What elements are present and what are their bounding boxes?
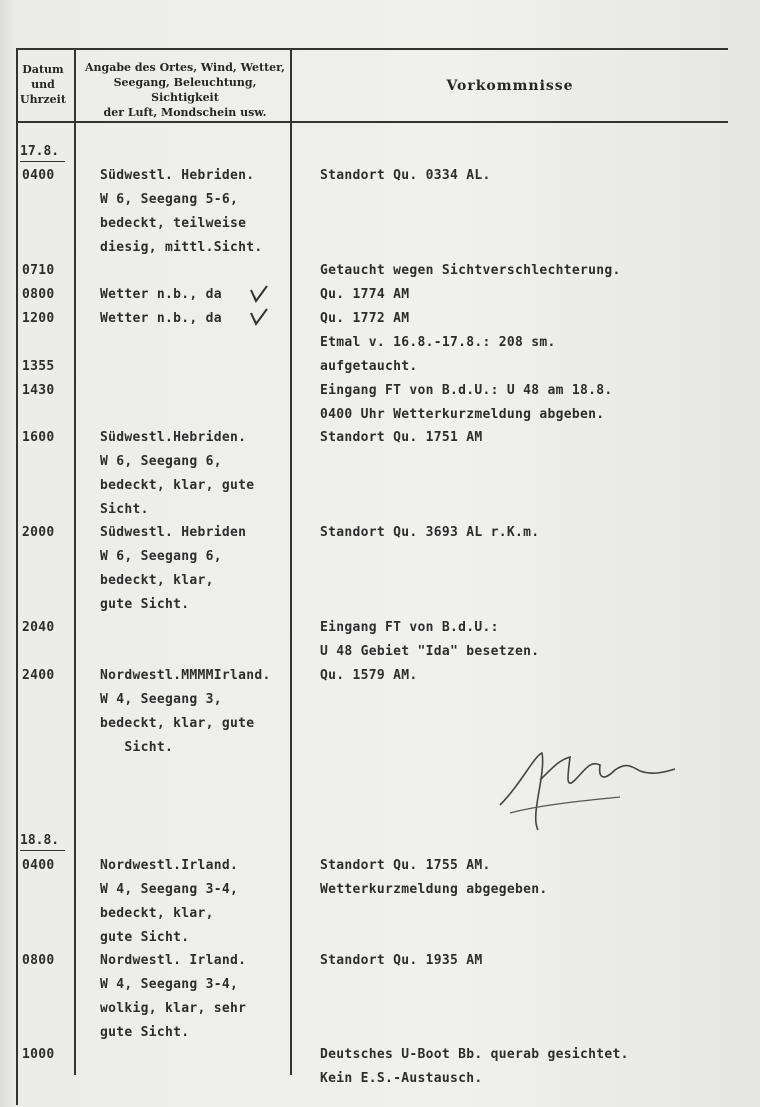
entry-time: 0800: [22, 953, 55, 968]
entry-time: 1600: [22, 430, 55, 445]
entry-vorkommnis-line: Qu. 1579 AM.: [320, 668, 418, 683]
entry-time: 1000: [22, 1047, 55, 1062]
entry-angabe-line: Wetter n.b., da: [100, 287, 222, 302]
header-bottom-rule: [16, 121, 728, 123]
entry-angabe-line: Sicht.: [100, 502, 149, 517]
entry-angabe-line: W 6, Seegang 5-6,: [100, 192, 239, 207]
handwritten-tick-mark: [248, 284, 270, 304]
column-divider-angabe: [290, 48, 292, 1075]
entry-time: 1355: [22, 359, 55, 374]
entry-angabe-line: Südwestl. Hebriden.: [100, 168, 255, 183]
entry-vorkommnis-line: aufgetaucht.: [320, 359, 418, 374]
column-divider-datum: [74, 48, 76, 1075]
entry-vorkommnis-line: Standort Qu. 1935 AM: [320, 953, 483, 968]
entry-time: 1200: [22, 311, 55, 326]
entry-angabe-line: bedeckt, teilweise: [100, 216, 247, 231]
entry-vorkommnis-line: U 48 Gebiet "Ida" besetzen.: [320, 644, 540, 659]
date-label-18-8: 18.8.: [20, 832, 65, 851]
header-datum-line3: Uhrzeit: [20, 93, 66, 106]
handwritten-signature: [480, 735, 680, 835]
column-divider-left-edge: [16, 48, 18, 1105]
entry-time: 0710: [22, 263, 55, 278]
entry-angabe-line: Sicht.: [100, 740, 174, 755]
header-angabe-line1: Angabe des Ortes, Wind, Wetter,: [84, 61, 286, 74]
header-datum: [18, 62, 68, 107]
entry-vorkommnis-line: Eingang FT von B.d.U.:: [320, 620, 499, 635]
entry-vorkommnis-line: Kein E.S.-Austausch.: [320, 1071, 483, 1086]
entry-time: 2000: [22, 525, 55, 540]
entry-angabe-line: bedeckt, klar, gute: [100, 716, 255, 731]
entry-angabe-line: gute Sicht.: [100, 597, 190, 612]
top-rule: [16, 48, 728, 50]
entry-angabe-line: W 4, Seegang 3,: [100, 692, 222, 707]
entry-vorkommnis-line: Eingang FT von B.d.U.: U 48 am 18.8.: [320, 383, 613, 398]
entry-angabe-line: Südwestl. Hebriden: [100, 525, 247, 540]
entry-angabe-line: Südwestl.Hebriden.: [100, 430, 247, 445]
entry-vorkommnis-line: Standort Qu. 0334 AL.: [320, 168, 491, 183]
header-angabe: [80, 60, 290, 120]
entry-time: 0400: [22, 858, 55, 873]
entry-angabe-line: Nordwestl.MMMMIrland.: [100, 668, 271, 683]
entry-angabe-line: W 4, Seegang 3-4,: [100, 882, 239, 897]
entry-vorkommnis-line: Standort Qu. 3693 AL r.K.m.: [320, 525, 540, 540]
entry-vorkommnis-line: 0400 Uhr Wetterkurzmeldung abgeben.: [320, 407, 605, 422]
entry-time: 0400: [22, 168, 55, 183]
header-angabe-line2: Seegang, Beleuchtung, Sichtigkeit: [113, 76, 257, 104]
entry-angabe-line: wolkig, klar, sehr: [100, 1001, 247, 1016]
entry-time: 2400: [22, 668, 55, 683]
entry-vorkommnis-line: Standort Qu. 1751 AM: [320, 430, 483, 445]
entry-angabe-line: gute Sicht.: [100, 1025, 190, 1040]
header-vorkommnisse: Vorkommnisse: [446, 78, 574, 94]
entry-angabe-line: W 6, Seegang 6,: [100, 549, 222, 564]
entry-angabe-line: bedeckt, klar,: [100, 573, 214, 588]
entry-time: 1430: [22, 383, 55, 398]
entry-vorkommnis-line: Qu. 1774 AM: [320, 287, 410, 302]
entry-angabe-line: gute Sicht.: [100, 930, 190, 945]
entry-vorkommnis-line: Qu. 1772 AM: [320, 311, 410, 326]
entry-angabe-line: Nordwestl.Irland.: [100, 858, 239, 873]
entry-vorkommnis-line: Deutsches U-Boot Bb. querab gesichtet.: [320, 1047, 629, 1062]
entry-angabe-line: bedeckt, klar, gute: [100, 478, 255, 493]
handwritten-tick-mark: [248, 307, 270, 327]
entry-vorkommnis-line: Etmal v. 16.8.-17.8.: 208 sm.: [320, 335, 556, 350]
entry-angabe-line: Wetter n.b., da: [100, 311, 222, 326]
entry-vorkommnis-line: Standort Qu. 1755 AM.: [320, 858, 491, 873]
entry-angabe-line: diesig, mittl.Sicht.: [100, 240, 263, 255]
entry-vorkommnis-line: Getaucht wegen Sichtverschlechterung.: [320, 263, 621, 278]
entry-time: 0800: [22, 287, 55, 302]
date-label-17-8: 17.8.: [20, 143, 65, 162]
header-angabe-line3: der Luft, Mondschein usw.: [103, 106, 267, 119]
entry-angabe-line: W 4, Seegang 3-4,: [100, 977, 239, 992]
entry-vorkommnis-line: Wetterkurzmeldung abgegeben.: [320, 882, 548, 897]
header-datum-line1: Datum: [22, 63, 64, 76]
entry-angabe-line: Nordwestl. Irland.: [100, 953, 247, 968]
entry-angabe-line: bedeckt, klar,: [100, 906, 214, 921]
entry-time: 2040: [22, 620, 55, 635]
entry-angabe-line: W 6, Seegang 6,: [100, 454, 222, 469]
header-datum-line2: und: [31, 78, 55, 91]
